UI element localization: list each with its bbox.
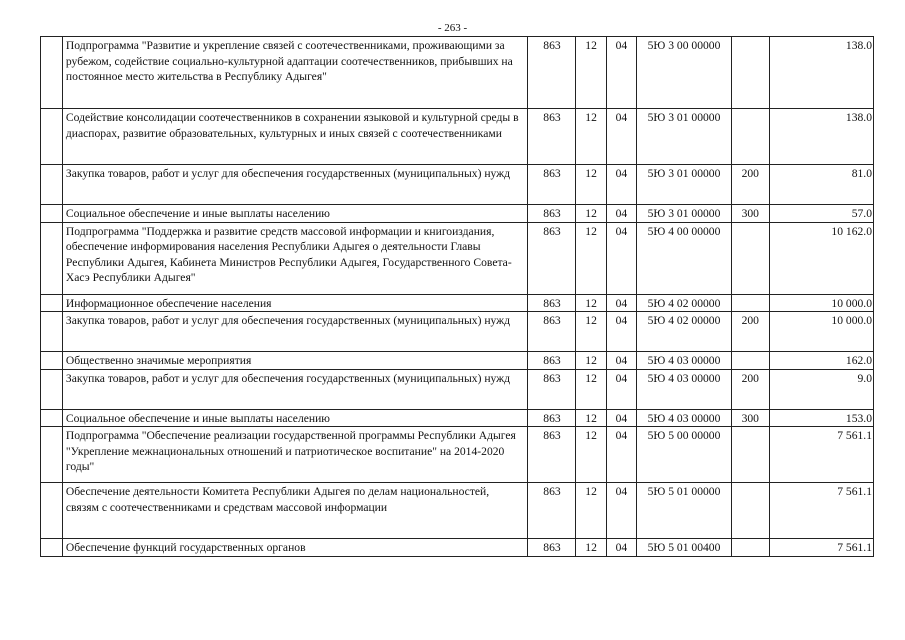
table-row — [41, 369, 874, 409]
row-section: 12 — [576, 294, 606, 312]
row-amount: 138.0 — [769, 109, 873, 165]
row-section: 12 — [576, 427, 606, 483]
row-subsection: 04 — [606, 205, 636, 223]
row-section: 12 — [576, 109, 606, 165]
table-row — [41, 222, 874, 294]
row-section: 12 — [576, 409, 606, 427]
row-section: 12 — [576, 369, 606, 409]
row-description: Обеспечение функций государственных органов — [62, 539, 528, 557]
row-blank-cell — [41, 427, 63, 483]
row-amount: 153.0 — [769, 409, 873, 427]
row-grbs-code: 863 — [528, 205, 576, 223]
row-subsection: 04 — [606, 165, 636, 205]
row-blank-cell — [41, 37, 63, 109]
row-description: Социальное обеспечение и иные выплаты населению — [62, 409, 528, 427]
row-section: 12 — [576, 483, 606, 539]
row-amount: 10 162.0 — [769, 222, 873, 294]
row-subsection: 04 — [606, 369, 636, 409]
row-description: Подпрограмма "Развитие и укрепление связей с соотечественниками, проживающими за рубежом, содействие социально-культурной адаптации соотечественников, прибывших на постоянное место жительства в Республику Адыгея" — [62, 37, 528, 109]
row-expense-type — [731, 352, 769, 370]
budget-table — [40, 36, 874, 557]
row-description: Обеспечение деятельности Комитета Республики Адыгея по делам национальностей, связям с соотечественниками и средствам массовой информации — [62, 483, 528, 539]
row-blank-cell — [41, 369, 63, 409]
row-grbs-code: 863 — [528, 483, 576, 539]
table-row — [41, 205, 874, 223]
row-section: 12 — [576, 312, 606, 352]
row-grbs-code: 863 — [528, 427, 576, 483]
row-amount: 10 000.0 — [769, 312, 873, 352]
row-description: Подпрограмма "Поддержка и развитие средств массовой информации и книгоиздания, обеспечение информирования населения Республики Адыгея о деятельности Главы Республики Адыгея, Кабинета Министров Республики Адыгея, Государственного Совета-Хасэ Республики Адыгея" — [62, 222, 528, 294]
table-row — [41, 427, 874, 483]
row-target-article: 5Ю 5 01 00400 — [637, 539, 732, 557]
row-target-article: 5Ю 3 01 00000 — [637, 165, 732, 205]
row-section: 12 — [576, 205, 606, 223]
row-section: 12 — [576, 352, 606, 370]
table-row — [41, 539, 874, 557]
row-grbs-code: 863 — [528, 369, 576, 409]
row-blank-cell — [41, 483, 63, 539]
row-subsection: 04 — [606, 352, 636, 370]
row-subsection: 04 — [606, 312, 636, 352]
row-grbs-code: 863 — [528, 539, 576, 557]
row-expense-type: 200 — [731, 369, 769, 409]
row-target-article: 5Ю 4 00 00000 — [637, 222, 732, 294]
row-expense-type — [731, 483, 769, 539]
row-grbs-code: 863 — [528, 312, 576, 352]
row-grbs-code: 863 — [528, 352, 576, 370]
row-description: Закупка товаров, работ и услуг для обеспечения государственных (муниципальных) нужд — [62, 312, 528, 352]
table-row — [41, 294, 874, 312]
row-expense-type: 200 — [731, 312, 769, 352]
row-amount: 7 561.1 — [769, 539, 873, 557]
row-subsection: 04 — [606, 409, 636, 427]
row-description: Подпрограмма "Обеспечение реализации государственной программы Республики Адыгея "Укрепление межнациональных отношений и патриотическое воспитание" на 2014-2020 годы" — [62, 427, 528, 483]
row-section: 12 — [576, 222, 606, 294]
row-grbs-code: 863 — [528, 165, 576, 205]
page-number: - 263 - — [437, 22, 468, 34]
row-target-article: 5Ю 3 01 00000 — [637, 205, 732, 223]
row-target-article: 5Ю 5 01 00000 — [637, 483, 732, 539]
row-description: Общественно значимые мероприятия — [62, 352, 528, 370]
table-row — [41, 483, 874, 539]
row-blank-cell — [41, 222, 63, 294]
row-expense-type — [731, 37, 769, 109]
row-target-article: 5Ю 4 03 00000 — [637, 369, 732, 409]
table-row — [41, 409, 874, 427]
row-amount: 138.0 — [769, 37, 873, 109]
row-subsection: 04 — [606, 37, 636, 109]
row-grbs-code: 863 — [528, 294, 576, 312]
row-grbs-code: 863 — [528, 37, 576, 109]
row-description: Информационное обеспечение населения — [62, 294, 528, 312]
row-amount: 162.0 — [769, 352, 873, 370]
row-target-article: 5Ю 4 03 00000 — [637, 409, 732, 427]
row-subsection: 04 — [606, 222, 636, 294]
row-blank-cell — [41, 205, 63, 223]
row-expense-type — [731, 427, 769, 483]
row-section: 12 — [576, 539, 606, 557]
row-amount: 7 561.1 — [769, 483, 873, 539]
row-grbs-code: 863 — [528, 109, 576, 165]
row-amount: 7 561.1 — [769, 427, 873, 483]
row-expense-type: 300 — [731, 409, 769, 427]
row-subsection: 04 — [606, 539, 636, 557]
row-grbs-code: 863 — [528, 222, 576, 294]
row-expense-type — [731, 109, 769, 165]
row-section: 12 — [576, 37, 606, 109]
table-row — [41, 37, 874, 109]
row-blank-cell — [41, 352, 63, 370]
row-description: Закупка товаров, работ и услуг для обеспечения государственных (муниципальных) нужд — [62, 165, 528, 205]
table-row — [41, 109, 874, 165]
row-amount: 57.0 — [769, 205, 873, 223]
row-amount: 81.0 — [769, 165, 873, 205]
row-description: Содействие консолидации соотечественников в сохранении языковой и культурной среды в диаспорах, развитие образовательных, культурных и иных связей с соотечественниками — [62, 109, 528, 165]
row-blank-cell — [41, 294, 63, 312]
row-amount: 10 000.0 — [769, 294, 873, 312]
row-target-article: 5Ю 4 02 00000 — [637, 294, 732, 312]
row-blank-cell — [41, 109, 63, 165]
row-blank-cell — [41, 312, 63, 352]
row-amount: 9.0 — [769, 369, 873, 409]
row-section: 12 — [576, 165, 606, 205]
row-blank-cell — [41, 165, 63, 205]
row-description: Социальное обеспечение и иные выплаты населению — [62, 205, 528, 223]
table-row — [41, 165, 874, 205]
row-description: Закупка товаров, работ и услуг для обеспечения государственных (муниципальных) нужд — [62, 369, 528, 409]
row-target-article: 5Ю 3 00 00000 — [637, 37, 732, 109]
row-expense-type: 300 — [731, 205, 769, 223]
table-row — [41, 312, 874, 352]
row-subsection: 04 — [606, 427, 636, 483]
row-expense-type — [731, 222, 769, 294]
row-target-article: 5Ю 3 01 00000 — [637, 109, 732, 165]
row-expense-type — [731, 539, 769, 557]
row-expense-type: 200 — [731, 165, 769, 205]
row-target-article: 5Ю 4 02 00000 — [637, 312, 732, 352]
row-subsection: 04 — [606, 294, 636, 312]
row-grbs-code: 863 — [528, 409, 576, 427]
row-target-article: 5Ю 4 03 00000 — [637, 352, 732, 370]
row-target-article: 5Ю 5 00 00000 — [637, 427, 732, 483]
row-expense-type — [731, 294, 769, 312]
row-blank-cell — [41, 409, 63, 427]
table-row — [41, 352, 874, 370]
row-blank-cell — [41, 539, 63, 557]
row-subsection: 04 — [606, 109, 636, 165]
row-subsection: 04 — [606, 483, 636, 539]
